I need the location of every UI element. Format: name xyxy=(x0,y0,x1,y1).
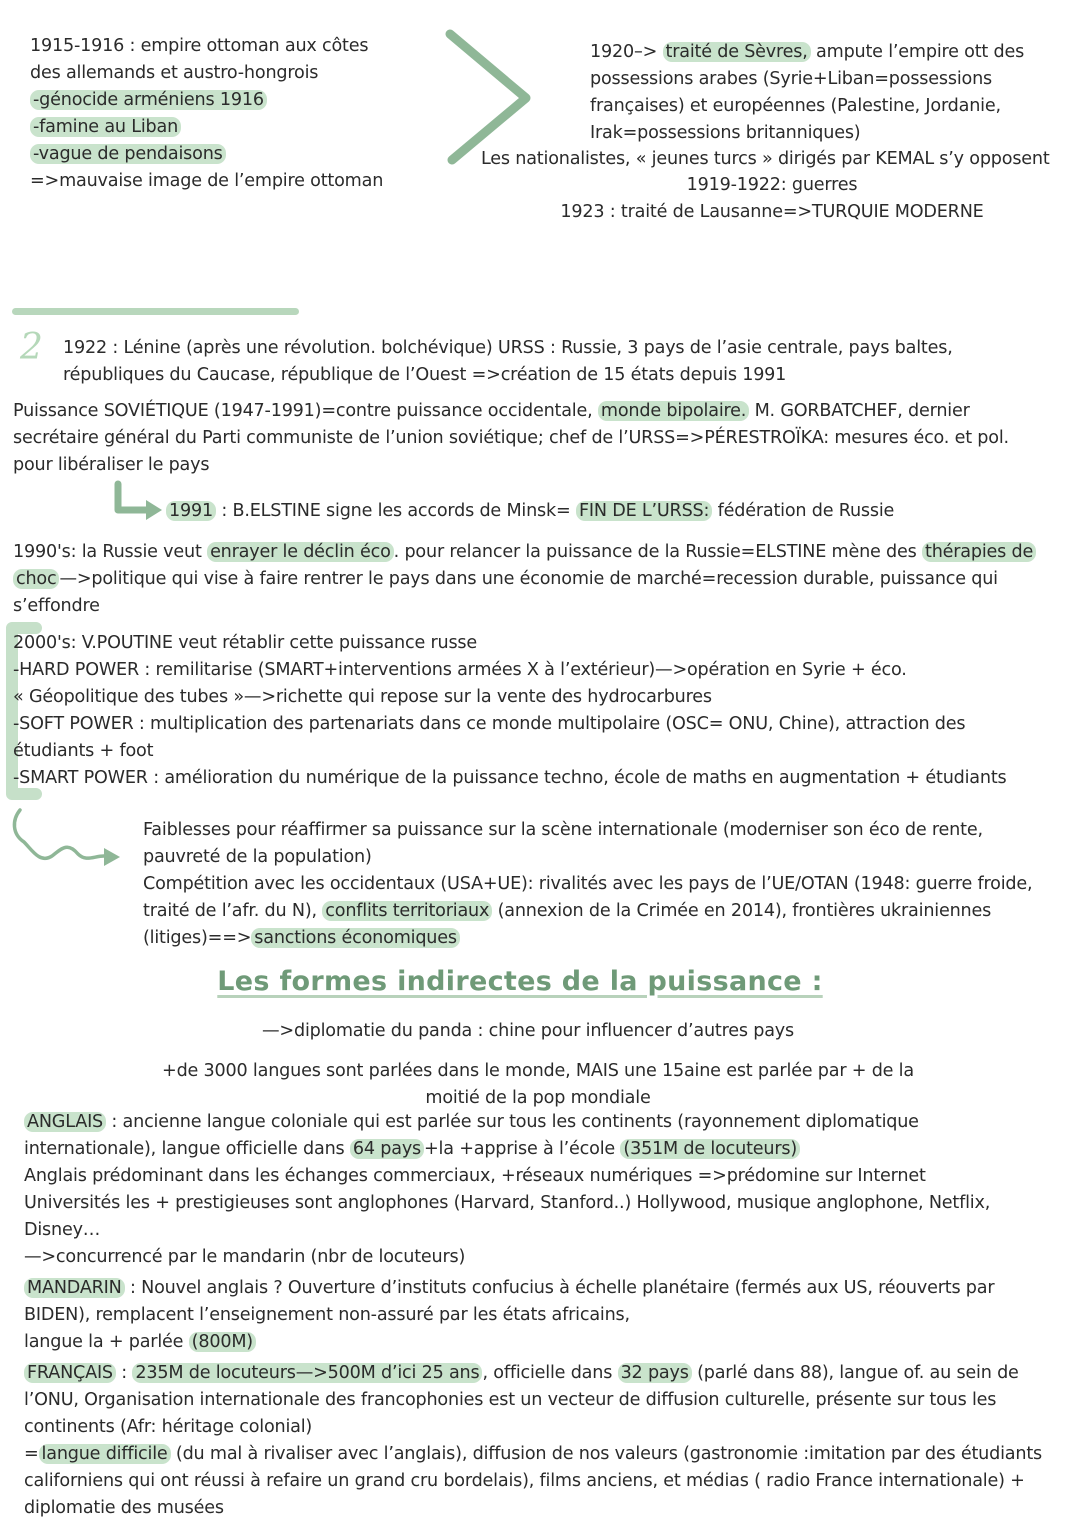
text-line: Universités les + prestigieuses sont anglophones (Harvard, Stanford..) Hollywood, musique anglophone, Netflix, xyxy=(24,1193,991,1213)
text-line: =>mauvaise image de l’empire ottoman xyxy=(30,171,384,191)
text-line: 1923 : traité de Lausanne=>TURQUIE MODERNE xyxy=(560,202,984,222)
text-line: = langue difficile (du mal à rivaliser avec l’anglais), diffusion de nos valeurs (gastronomie :imitation par des étudiants xyxy=(24,1444,1042,1464)
highlight: ANGLAIS xyxy=(24,1112,106,1132)
highlight: (351M de locuteurs) xyxy=(620,1139,800,1159)
text-line: traité de l’afr. du N), conflits territoriaux (annexion de la Crimée en 2014), frontières ukrainiennes xyxy=(143,901,992,921)
text-line: -SMART POWER : amélioration du numérique de la puissance techno, école de maths en augmentation + étudiants xyxy=(13,768,1007,788)
text-line: pour libéraliser le pays xyxy=(13,455,210,475)
text-line: 1919-1922: guerres xyxy=(686,175,858,195)
text-line: +de 3000 langues sont parlées dans le monde, MAIS une 15aine est parlée par + de la xyxy=(162,1061,914,1081)
text-line: secrétaire général du Parti communiste de l’union soviétique; chef de l’URSS=>PÉRESTROÏKA: mesures éco. et pol. xyxy=(13,428,1009,448)
text-line: françaises) et européennes (Palestine, Jordanie, xyxy=(590,96,1001,116)
highlight: MANDARIN xyxy=(24,1278,125,1298)
highlight: 1991 xyxy=(166,501,216,521)
text-line: Faiblesses pour réaffirmer sa puissance sur la scène internationale (moderniser son éco de rente, xyxy=(143,820,983,840)
bent-arrow-icon xyxy=(112,480,164,524)
highlight: (800M) xyxy=(189,1332,256,1352)
section-title: Les formes indirectes de la puissance : xyxy=(217,966,823,997)
text-line xyxy=(30,87,267,114)
text-line: choc —>politique qui vise à faire rentrer le pays dans une économie de marché=recession durable, puissance qui xyxy=(13,566,998,593)
text-line xyxy=(30,114,181,141)
highlight: 235M de locuteurs—>500M d’ici 25 ans xyxy=(132,1363,482,1383)
text-line: s’effondre xyxy=(13,596,100,616)
highlight: sanctions économiques xyxy=(251,928,460,948)
text-line: 1991 : B.ELSTINE signe les accords de Minsk= FIN DE L’URSS: fédération de Russie xyxy=(166,498,894,525)
text-line: 2000's: V.POUTINE veut rétablir cette puissance russe xyxy=(13,633,478,653)
text-line: (litiges)==> sanctions économiques xyxy=(143,925,460,952)
text-line: « Géopolitique des tubes »—>richette qui repose sur la vente des hydrocarbures xyxy=(13,687,712,707)
text-line: —>concurrencé par le mandarin (nbr de locuteurs) xyxy=(24,1247,466,1267)
highlight: 32 pays xyxy=(618,1363,692,1383)
text-line: 1922 : Lénine (après une révolution. bolchévique) URSS : Russie, 3 pays de l’asie centrale, pays baltes, xyxy=(63,338,953,358)
text-line: Puissance SOVIÉTIQUE (1947-1991)=contre puissance occidentale, monde bipolaire. M. GORBATCHEF, dernier xyxy=(13,401,970,421)
text-line xyxy=(30,141,226,168)
section-number: 2 xyxy=(20,327,43,368)
highlight: choc xyxy=(13,569,59,589)
text-line: 1920–> traité de Sèvres, ampute l’empire ott des xyxy=(590,42,1025,62)
squiggle-arrow-icon xyxy=(6,806,126,870)
text-line: Compétition avec les occidentaux (USA+UE): rivalités avec les pays de l’UE/OTAN (1948: guerre froide, xyxy=(143,874,1033,894)
highlight: -génocide arméniens 1916 xyxy=(30,90,267,110)
text-line: —>diplomatie du panda : chine pour influencer d’autres pays xyxy=(262,1021,794,1041)
highlight: monde bipolaire. xyxy=(598,401,749,421)
highlight: langue difficile xyxy=(39,1444,171,1464)
text-line: pauvreté de la population) xyxy=(143,847,372,867)
text-line: diplomatie des musées xyxy=(24,1498,224,1518)
text-line: Irak=possessions britanniques) xyxy=(590,123,861,143)
text-line: -HARD POWER : remilitarise (SMART+interventions armées X à l’extérieur)—>opération en Syrie + éco. xyxy=(13,660,907,680)
text-line: des allemands et austro-hongrois xyxy=(30,63,319,83)
text-line: possessions arabes (Syrie+Liban=possessions xyxy=(590,69,992,89)
text-line: -SOFT POWER : multiplication des partenariats dans ce monde multipolaire (OSC= ONU, Chine), attraction des xyxy=(13,714,966,734)
text-line: étudiants + foot xyxy=(13,741,154,761)
highlight: enrayer le déclin éco xyxy=(207,542,394,562)
text-line: ANGLAIS : ancienne langue coloniale qui est parlée sur tous les continents (rayonnement diplomatique xyxy=(24,1109,919,1136)
section-divider xyxy=(12,308,299,315)
text-line: l’ONU, Organisation internationale des francophonies est un vecteur de diffusion culturelle, présente sur tous les xyxy=(24,1390,997,1410)
highlight: conflits territoriaux xyxy=(322,901,492,921)
text-line: californiens qui ont réussi à refaire un grand cru bordelais), films anciens, et médias ( radio France internationale) + xyxy=(24,1471,1025,1491)
text-line: républiques du Caucase, république de l’Ouest =>création de 15 états depuis 1991 xyxy=(63,365,787,385)
text-line: 1915-1916 : empire ottoman aux côtes xyxy=(30,36,369,56)
highlight: FIN DE L’URSS: xyxy=(576,501,712,521)
text-line: BIDEN), remplacent l’enseignement non-assuré par les états africains, xyxy=(24,1305,630,1325)
highlight: 64 pays xyxy=(350,1139,424,1159)
highlight: -famine au Liban xyxy=(30,117,181,137)
highlight: traité de Sèvres, xyxy=(663,42,811,62)
highlight: -vague de pendaisons xyxy=(30,144,226,164)
text-line: Anglais prédominant dans les échanges commerciaux, +réseaux numériques =>prédomine sur Internet xyxy=(24,1166,926,1186)
highlight: thérapies de xyxy=(922,542,1036,562)
text-line: internationale), langue officielle dans 64 pays +la +apprise à l’école (351M de locuteurs) xyxy=(24,1136,800,1163)
text-line: Disney… xyxy=(24,1220,101,1240)
text-line: Les nationalistes, « jeunes turcs » dirigés par KEMAL s’y opposent xyxy=(481,149,1050,169)
text-line: MANDARIN : Nouvel anglais ? Ouverture d’instituts confucius à échelle planétaire (fermés aux US, réouverts par xyxy=(24,1275,994,1302)
text-line: continents (Afr: héritage colonial) xyxy=(24,1417,313,1437)
highlight: FRANÇAIS xyxy=(24,1363,116,1383)
text-line: FRANÇAIS : 235M de locuteurs—>500M d’ici 25 ans , officielle dans 32 pays (parlé dans 88), langue of. au sein de xyxy=(24,1360,1019,1387)
text-line: langue la + parlée (800M) xyxy=(24,1329,256,1356)
text-line: 1990's: la Russie veut enrayer le déclin éco . pour relancer la puissance de la Russie=ELSTINE mène des thérapies de xyxy=(13,539,1036,566)
text-line: moitié de la pop mondiale xyxy=(425,1088,651,1108)
